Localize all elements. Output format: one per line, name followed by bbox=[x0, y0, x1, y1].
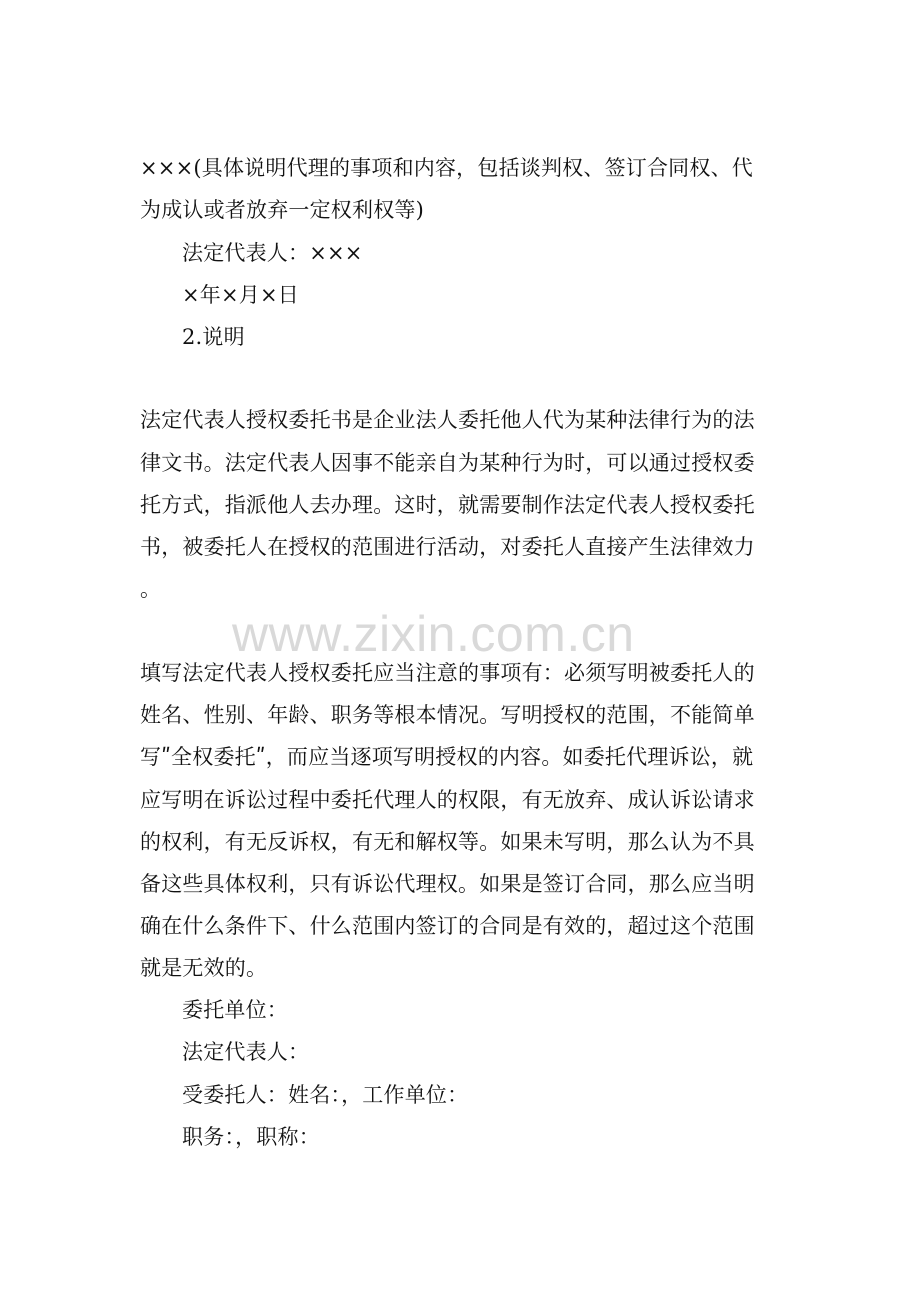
form-entrusting-unit: 委托单位： bbox=[182, 998, 288, 1022]
para2-line: 填写法定代表人授权委托应当注意的事项有：必须写明被委托人的 bbox=[140, 661, 755, 685]
para1-line: 书，被委托人在授权的范围进行活动，对委托人直接产生法律效力 bbox=[140, 535, 755, 559]
form-legal-representative: 法定代表人： bbox=[182, 1040, 310, 1064]
watermark: www.zixin.com.cn bbox=[232, 606, 635, 662]
para2-line: 备这些具体权利，只有诉讼代理权。如果是签订合同，那么应当明 bbox=[140, 872, 755, 896]
authorization-scope-line-1: ×××(具体说明代理的事项和内容，包括谈判权、签订合同权、代 bbox=[140, 156, 753, 180]
section-heading: 2.说明 bbox=[182, 325, 245, 349]
para2-line: 写ʺ全权委托ʺ，而应当逐项写明授权的内容。如委托代理诉讼，就 bbox=[140, 745, 754, 769]
para1-line: 。 bbox=[140, 577, 162, 601]
form-trustee: 受委托人：姓名：，工作单位： bbox=[182, 1083, 469, 1107]
date-line: ×年×月×日 bbox=[182, 283, 299, 307]
para2-line: 姓名、性别、年龄、职务等根本情况。写明授权的范围，不能简单 bbox=[140, 703, 755, 727]
legal-representative-signature: 法定代表人：××× bbox=[182, 241, 363, 265]
authorization-scope-line-2: 为成认或者放弃一定权利权等) bbox=[140, 198, 424, 222]
para2-line: 确在什么条件下、什么范围内签订的合同是有效的，超过这个范围 bbox=[140, 914, 755, 938]
para2-line: 应写明在诉讼过程中委托代理人的权限，有无放弃、成认诉讼请求 bbox=[140, 788, 755, 812]
form-position: 职务：，职称： bbox=[182, 1125, 320, 1149]
para2-line: 的权利，有无反诉权，有无和解权等。如果未写明，那么认为不具 bbox=[140, 830, 755, 854]
para1-line: 法定代表人授权委托书是企业法人委托他人代为某种法律行为的法 bbox=[140, 408, 755, 432]
para2-line: 就是无效的。 bbox=[140, 956, 268, 980]
para1-line: 托方式，指派他人去办理。这时，就需要制作法定代表人授权委托 bbox=[140, 493, 755, 517]
para1-line: 律文书。法定代表人因事不能亲自为某种行为时，可以通过授权委 bbox=[140, 451, 755, 475]
